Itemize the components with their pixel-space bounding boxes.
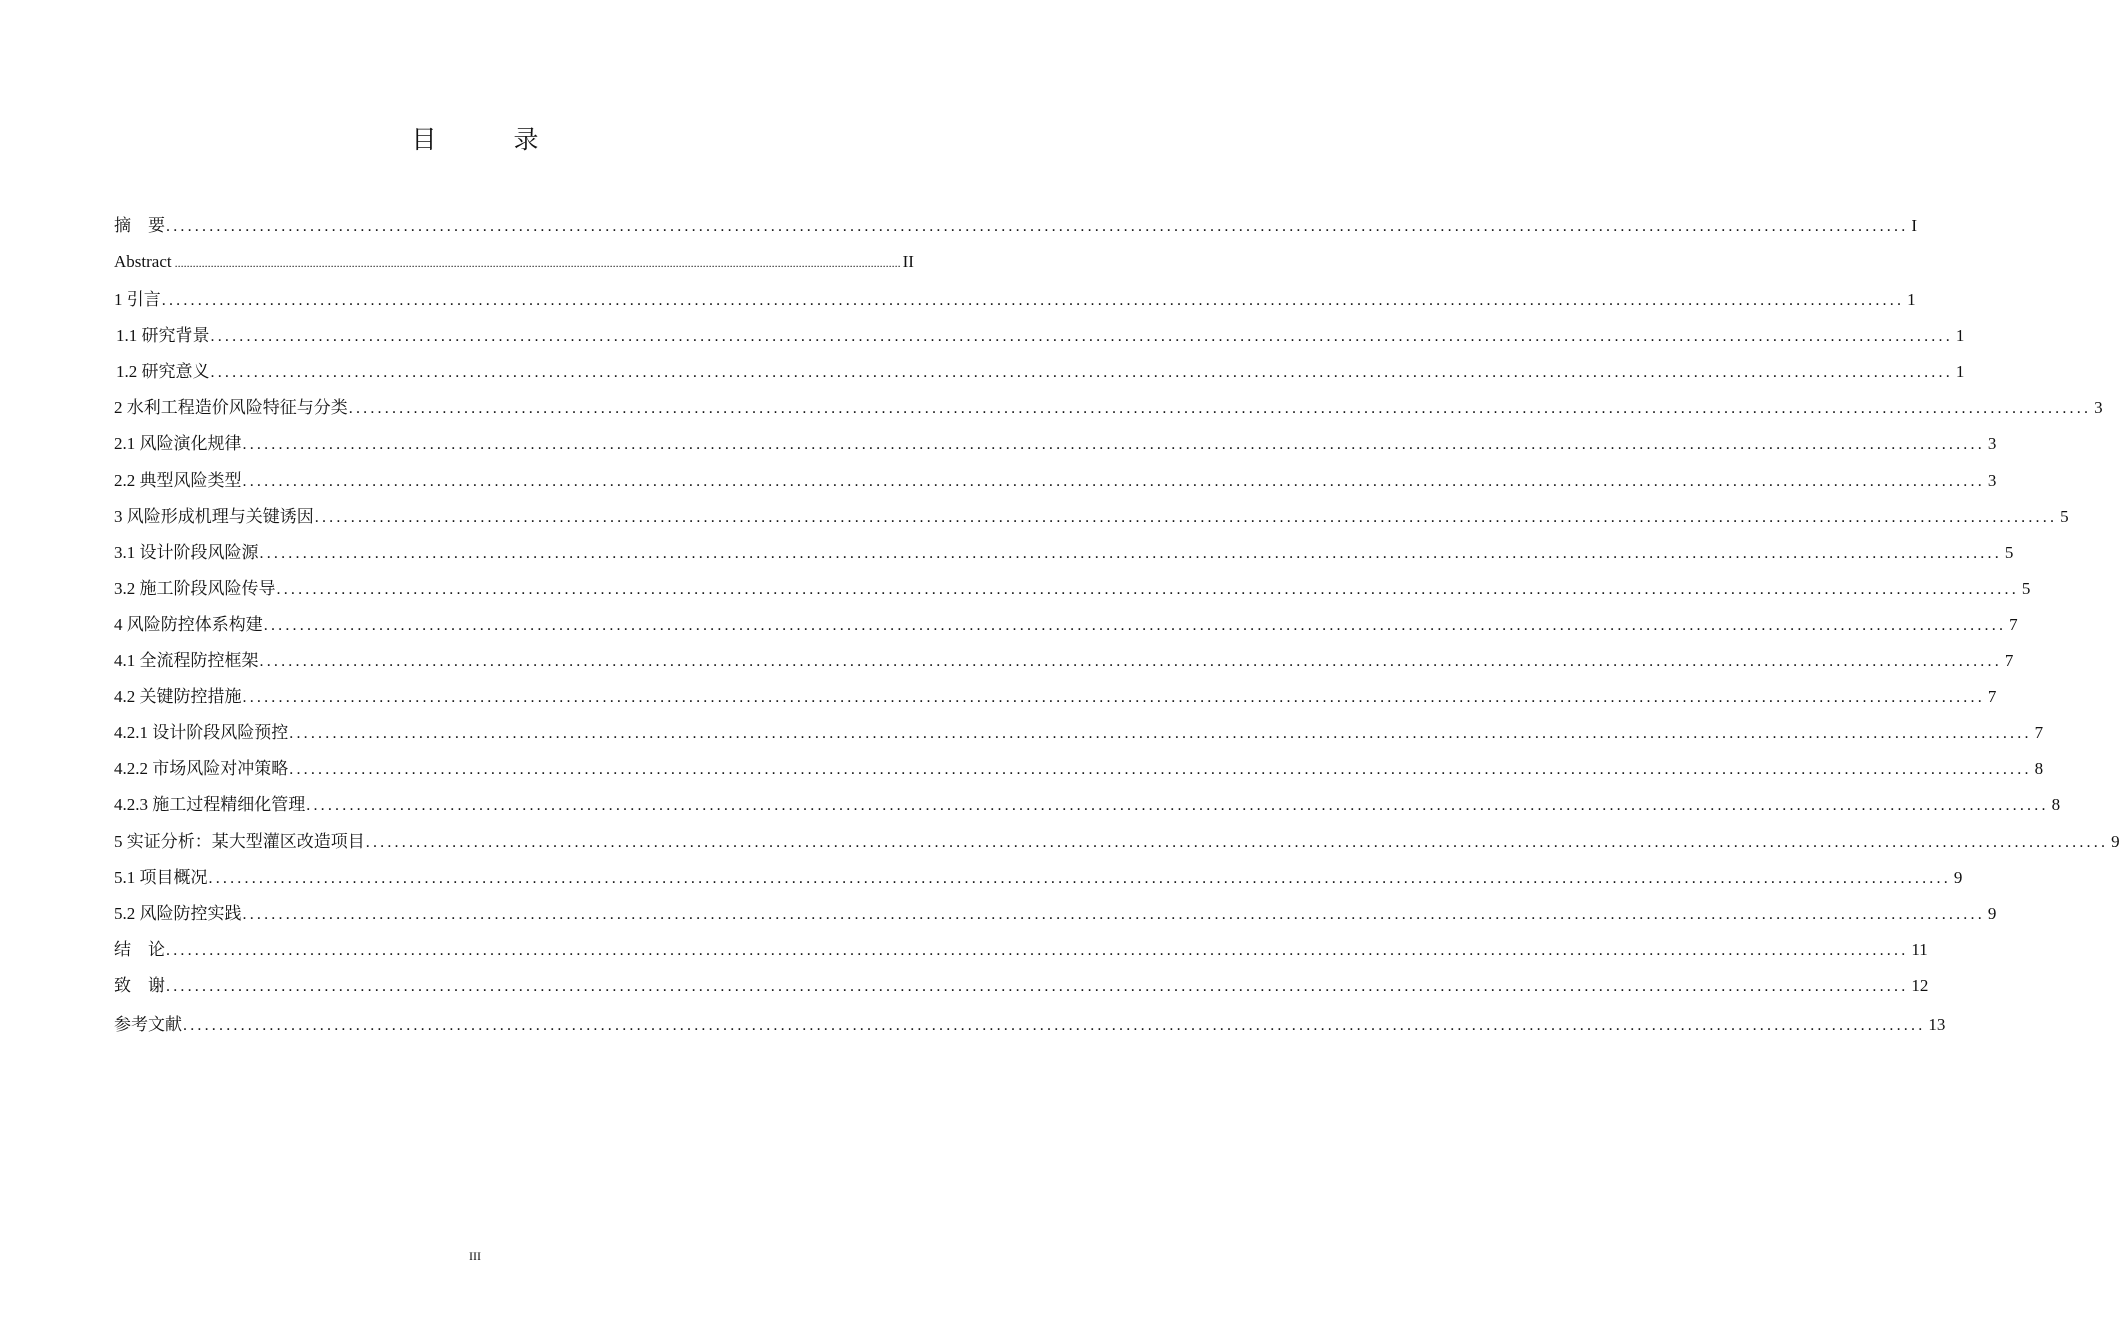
- toc-entry-label: 5.2 风险防控实践: [114, 903, 242, 923]
- toc-entry-page: 5: [2060, 506, 2069, 526]
- toc-entry-page: 7: [1987, 687, 1997, 707]
- toc-entry[interactable]: [114, 860, 1963, 896]
- toc-entry-label: 4 风险防控体系构建: [114, 614, 263, 634]
- toc-entry[interactable]: [114, 715, 2044, 751]
- toc-entry[interactable]: [114, 535, 2014, 571]
- page-number: III: [469, 1249, 481, 1263]
- table-of-contents: [114, 208, 2120, 1043]
- toc-entry-label: 摘 要: [114, 216, 165, 235]
- toc-leader-dots: ..................................................................................................................................................................................................................................................: [276, 580, 2019, 598]
- toc-entry-label: 2.2 典型风险类型: [114, 470, 242, 490]
- toc-entry[interactable]: [114, 824, 2120, 860]
- toc-entry-label: 5.1 项目概况: [114, 867, 208, 887]
- toc-entry-label: 3.1 设计阶段风险源: [114, 542, 259, 562]
- toc-leader-dots: ..................................................................................................................................................................................................................................................: [306, 797, 2049, 815]
- toc-entry-label: 参考文献: [114, 1014, 182, 1034]
- toc-entry[interactable]: [114, 968, 1929, 1004]
- toc-entry-page: 9: [1953, 867, 1963, 887]
- toc-leader-dots: ..................................................................................................................................................................................................................................................: [289, 761, 2032, 779]
- toc-entry-label: 4.1 全流程防控框架: [114, 651, 259, 671]
- toc-entry[interactable]: [114, 751, 2044, 787]
- toc-entry[interactable]: [114, 244, 914, 282]
- toc-entry-page: 1: [1955, 362, 1965, 382]
- toc-entry[interactable]: [114, 499, 2069, 535]
- toc-entry[interactable]: [114, 1007, 1946, 1043]
- toc-leader-dots: ..................................................................................................................................................................................................................................................: [242, 472, 1985, 490]
- toc-entry[interactable]: [114, 643, 2014, 679]
- toc-entry-page: 1: [1955, 326, 1965, 346]
- toc-entry[interactable]: [114, 607, 2018, 643]
- toc-entry-page: 8: [2051, 795, 2061, 815]
- toc-entry-page: 8: [2034, 759, 2044, 779]
- toc-leader-dots: ..................................................................................................................................................................................................................................................: [183, 1016, 1926, 1034]
- toc-leader-dots: ..................................................................................................................................................................................................................................................: [263, 616, 2007, 634]
- toc-entry-label: 4.2.1 设计阶段风险预控: [114, 723, 289, 743]
- toc-leader-dots: ..................................................................................................................................................................................................................................................: [166, 941, 1909, 959]
- toc-leader-dots: ..................................................................................................................................................................................................................................................: [242, 436, 1985, 454]
- toc-entry[interactable]: [114, 318, 1965, 354]
- toc-entry-label: 1.1 研究背景: [116, 326, 210, 346]
- toc-leader-dots: ..................................................................................................................................................................................................................................................: [259, 544, 2002, 562]
- toc-leader-dots: ..................................................................................................................................................................................................................................................: [365, 833, 2109, 851]
- toc-entry-page: 11: [1911, 939, 1928, 959]
- toc-leader-dots: ..................................................................................................................................................................................................................................................: [314, 508, 2058, 526]
- toc-entry[interactable]: [114, 426, 1997, 462]
- toc-leader-dots: ..................................................................................................................................................................................................................................................: [259, 653, 2002, 671]
- toc-entry-label: 4.2.2 市场风险对冲策略: [114, 759, 289, 779]
- toc-entry-page: II: [902, 252, 914, 272]
- toc-entry-label: 4.2.3 施工过程精细化管理: [114, 795, 306, 815]
- toc-entry[interactable]: [114, 354, 1965, 390]
- toc-entry-page: 13: [1928, 1014, 1946, 1034]
- page-title: 目 录: [411, 125, 565, 154]
- toc-entry-label: 1.2 研究意义: [116, 362, 210, 382]
- toc-leader-dots: ..................................................................................................................................................................................................................................................: [161, 292, 1905, 310]
- toc-leader-dots: ..................................................................................................................................................................................................................................................: [210, 364, 1953, 382]
- toc-leader-dots: ..................................................................................................................................................................................................................................................: [166, 218, 1909, 235]
- toc-entry[interactable]: [114, 463, 1997, 499]
- toc-entry[interactable]: [114, 896, 1997, 932]
- toc-entry[interactable]: [114, 787, 2061, 823]
- toc-entry-page: 3: [1987, 434, 1997, 454]
- toc-leader-dots: ..................................................................................................................................................................................................................................................: [166, 977, 1909, 995]
- toc-entry-label: 2.1 风险演化规律: [114, 434, 242, 454]
- toc-leader-dots: ..................................................................................................................................................................................................................................................: [242, 905, 1985, 923]
- toc-entry-label: 3 风险形成机理与关键诱因: [114, 506, 314, 526]
- toc-leader-dots: ..................................................................................................................................................................................................................................................: [289, 725, 2032, 743]
- toc-entry[interactable]: [114, 679, 1997, 715]
- toc-entry-page: 5: [2021, 578, 2031, 598]
- toc-entry-page: 3: [1987, 470, 1997, 490]
- toc-entry-label: 3.2 施工阶段风险传导: [114, 578, 276, 598]
- toc-entry-page: I: [1911, 216, 1918, 235]
- toc-entry[interactable]: [114, 390, 2103, 426]
- toc-leader-dots: ..................................................................................................................................................................................................................................................: [210, 328, 1953, 346]
- toc-entry[interactable]: [114, 932, 1928, 968]
- toc-entry-page: 1: [1907, 290, 1916, 310]
- toc-entry-page: 7: [2009, 614, 2018, 634]
- toc-entry-page: 9: [1987, 903, 1997, 923]
- toc-entry-label: Abstract: [114, 252, 172, 272]
- toc-entry-label: 2 水利工程造价风险特征与分类: [114, 398, 348, 418]
- toc-entry-page: 12: [1911, 975, 1929, 995]
- toc-entry-label: 致 谢: [114, 975, 165, 995]
- toc-entry-page: 7: [2004, 651, 2014, 671]
- toc-leader-dots: ..................................................................................................................................................................................................................................................: [208, 869, 1951, 887]
- toc-entry-label: 5 实证分析：某大型灌区改造项目: [114, 831, 365, 851]
- toc-entry[interactable]: [114, 208, 1918, 244]
- toc-entry-page: 7: [2034, 723, 2044, 743]
- toc-entry-label: 1 引言: [114, 290, 161, 310]
- toc-leader-dots: ..................................................................................................................................................................................................................................................: [348, 400, 2092, 418]
- toc-leader-dots: ..................................................................................................................................................................................................................................................: [242, 689, 1985, 707]
- toc-entry-page: 3: [2094, 398, 2103, 418]
- toc-entry-page: 5: [2004, 542, 2014, 562]
- toc-entry-label: 4.2 关键防控措施: [114, 687, 242, 707]
- toc-entry-page: 9: [2111, 831, 2120, 851]
- toc-leader-dots: ..................................................................................................................................................................................................................................................: [174, 256, 901, 271]
- toc-entry-label: 结 论: [114, 939, 165, 959]
- toc-entry[interactable]: [114, 571, 2031, 607]
- toc-entry[interactable]: [114, 282, 1916, 318]
